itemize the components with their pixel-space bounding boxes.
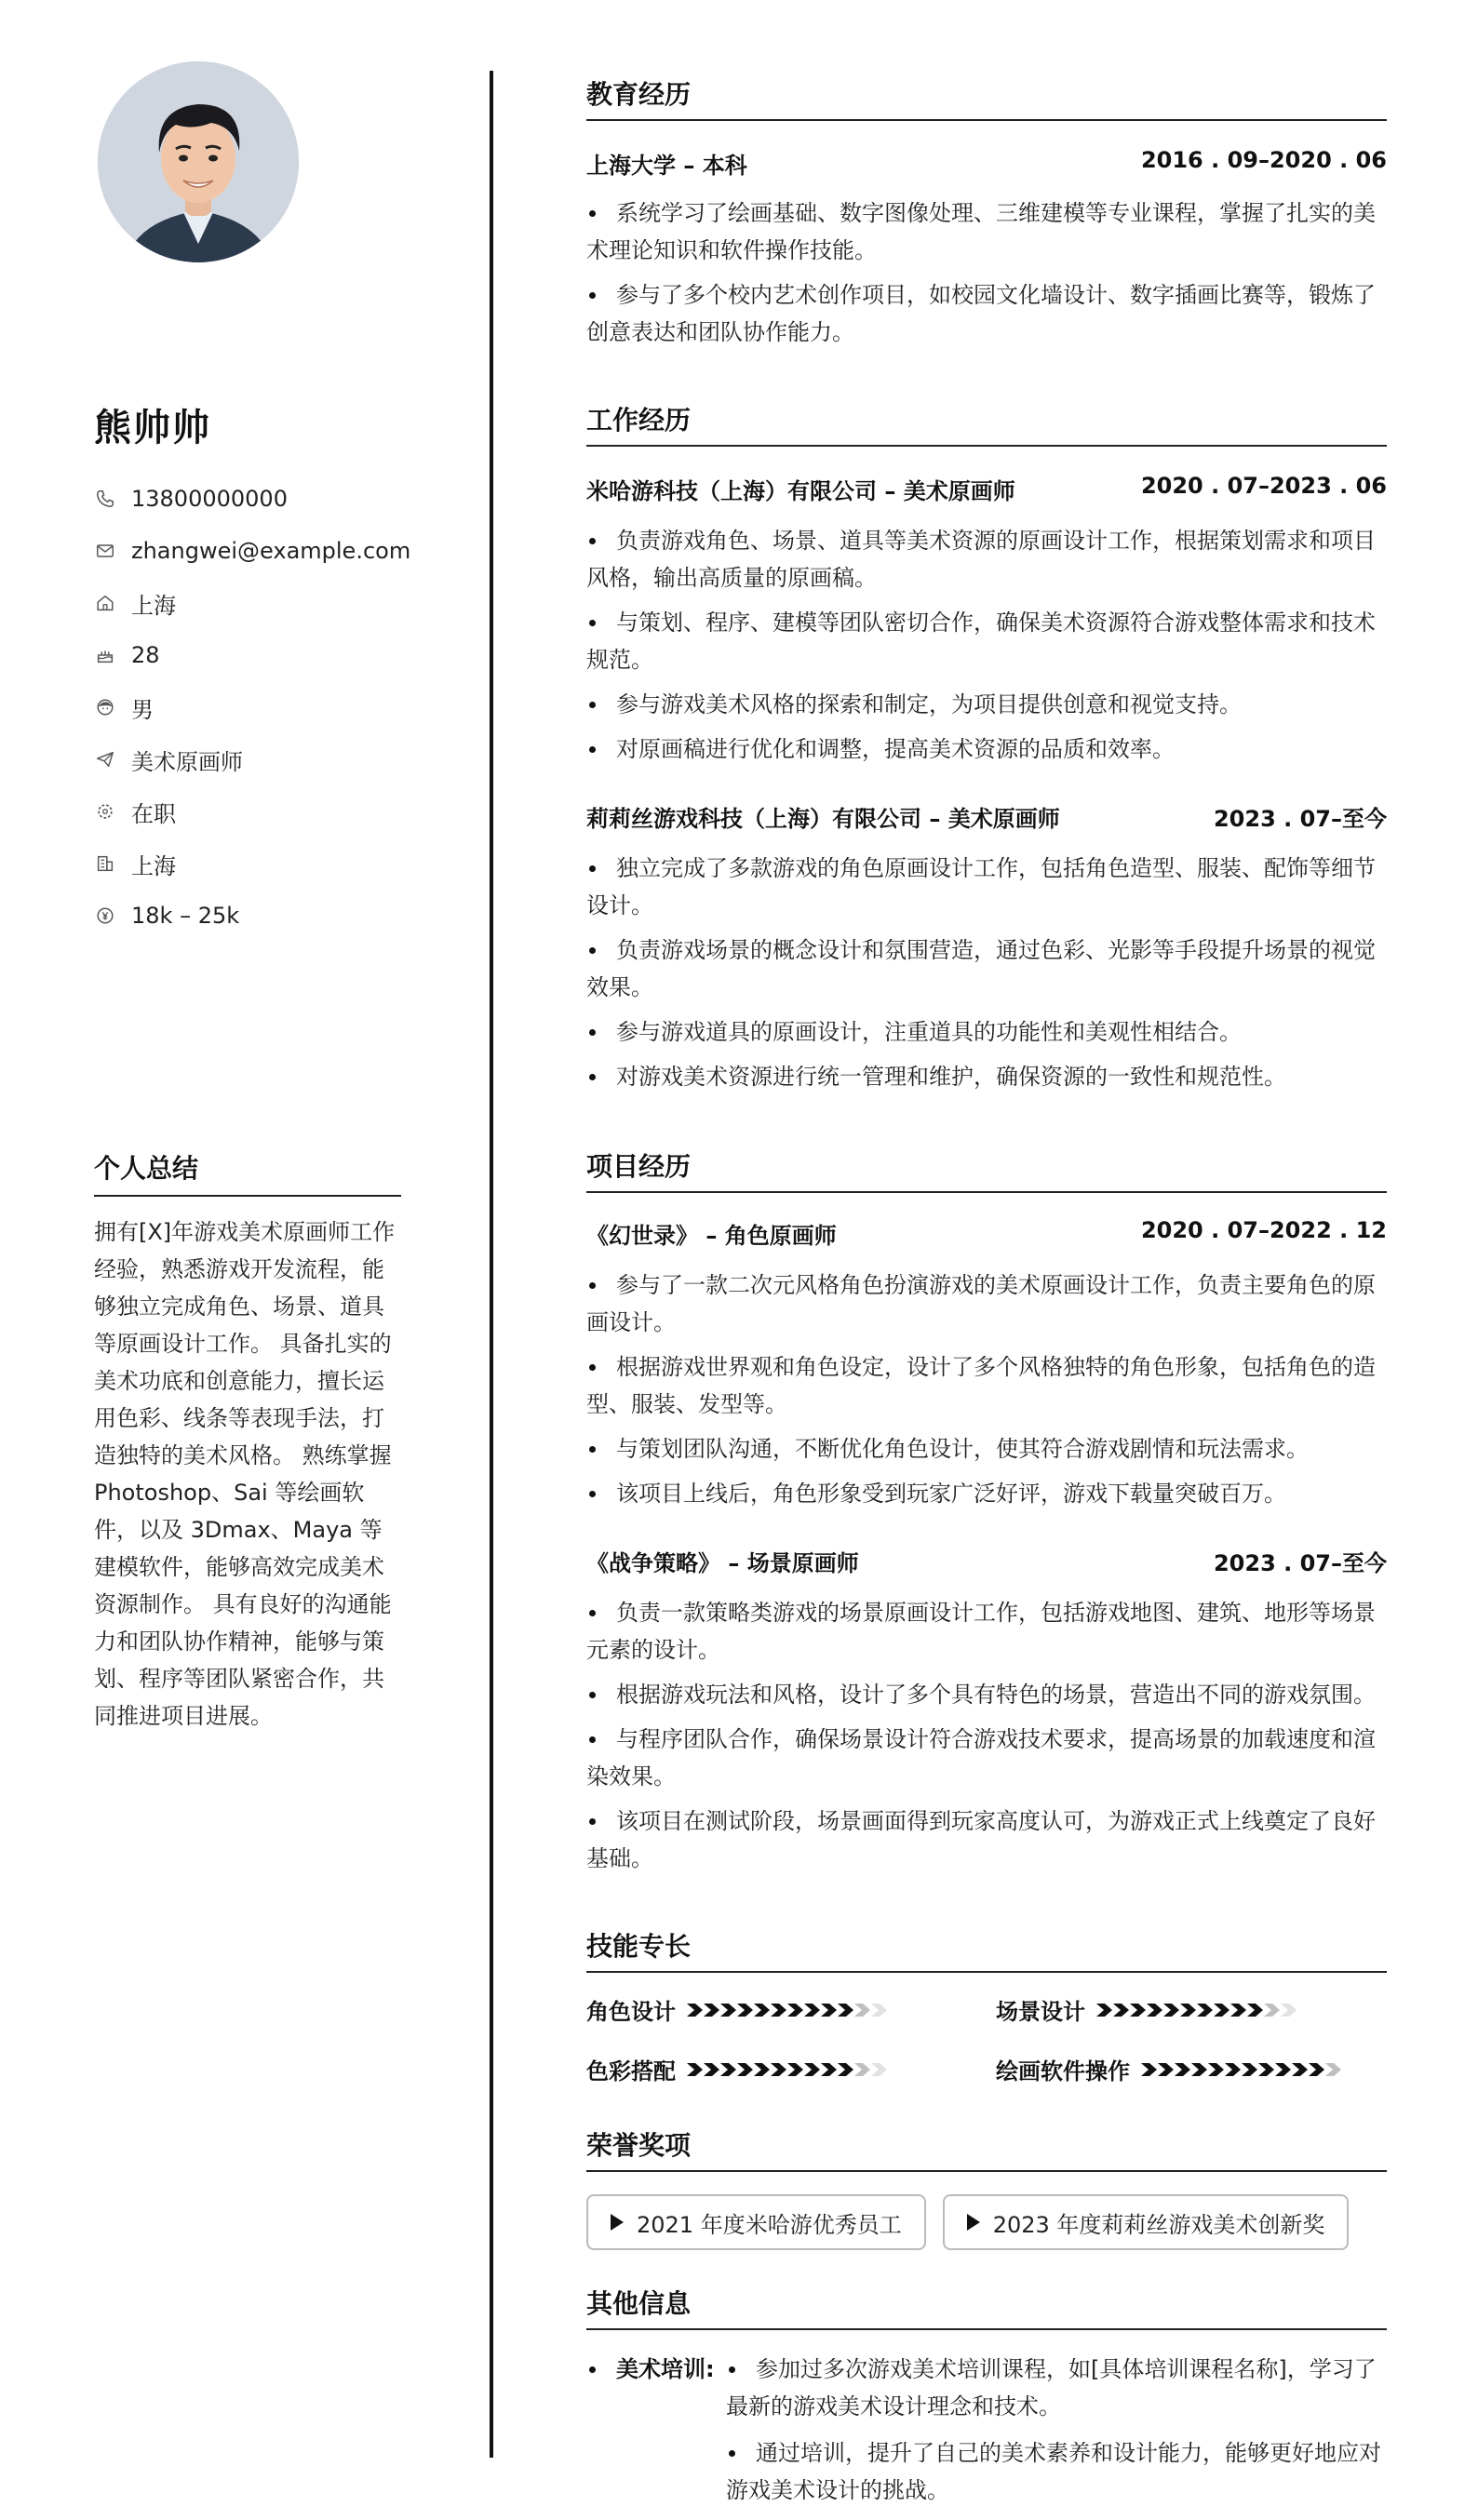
work-org-2: 莉莉丝游戏科技（上海）有限公司 – 美术原画师 (586, 806, 1060, 832)
list-item: 该项目在测试阶段，场景画面得到玩家高度认可，为游戏正式上线奠定了良好基础。 (586, 1803, 1387, 1877)
salary-icon (94, 905, 116, 927)
gender-text: 男 (131, 696, 154, 723)
list-item: 参与了一款二次元风格角色扮演游戏的美术原画设计工作，负责主要角色的原画设计。 (586, 1267, 1387, 1341)
skill-chevron (1163, 2004, 1179, 2017)
info-location (94, 577, 410, 629)
education-org: 上海大学 – 本科 (586, 153, 747, 179)
skill-chevron (1208, 2063, 1224, 2076)
summary-heading: 个人总结 (94, 1148, 401, 1197)
skill-chevron (1309, 2063, 1324, 2076)
skill-level-bar (685, 2058, 899, 2081)
skill-chevron (771, 2004, 786, 2017)
age-text: 28 (131, 642, 160, 668)
info-position (94, 733, 410, 785)
column-divider (490, 71, 493, 2458)
position-text: 美术原画师 (131, 748, 243, 775)
work-date-2: 2023 . 07–至今 (1213, 806, 1387, 832)
project-1-bullets (586, 1267, 1387, 1520)
salary-text: 18k – 25k (131, 903, 240, 929)
work-org-1: 米哈游科技（上海）有限公司 – 美术原画师 (586, 478, 1015, 504)
skill-label: 角色设计 (586, 1999, 676, 2025)
skill-chevron (1175, 2063, 1190, 2076)
location-text: 上海 (131, 592, 176, 619)
skill-chevron (1096, 2004, 1112, 2017)
list-item: 负责游戏场景的概念设计和氛围营造，通过色彩、光影等手段提升场景的视觉效果。 (586, 932, 1387, 1006)
skill-item (586, 1993, 899, 2026)
list-item: 参加过多次游戏美术培训课程，如[具体培训课程名称]，学习了最新的游戏美术设计理念和技术。 (726, 2351, 1387, 2425)
skill-chevron (1225, 2063, 1241, 2076)
project-1-name: 《幻世录》 – 角色原画师 (586, 1223, 837, 1249)
skill-chevron (1180, 2004, 1196, 2017)
education-entry-head (586, 147, 1387, 180)
projects-heading: 项目经历 (586, 1146, 1387, 1193)
skill-chevron (1230, 2004, 1246, 2017)
contact-info-list (94, 473, 410, 942)
skill-chevron (771, 2063, 786, 2076)
work-entry-2-bullets (586, 850, 1387, 1103)
project-1-head (586, 1217, 1387, 1250)
skill-chevron (1275, 2063, 1291, 2076)
list-item: 参与游戏道具的原画设计，注重道具的功能性和美观性相结合。 (586, 1013, 1387, 1051)
skill-chevron (804, 2004, 820, 2017)
awards-list (586, 2194, 1365, 2250)
skills-heading: 技能专长 (586, 1926, 1387, 1973)
building-icon (94, 852, 116, 875)
list-item: 根据游戏玩法和风格，设计了多个具有特色的场景，营造出不同的游戏氛围。 (586, 1676, 1387, 1713)
education-heading: 教育经历 (586, 74, 1387, 121)
list-item: 根据游戏世界观和角色设定，设计了多个风格独特的角色形象，包括角色的造型、服装、发型等。 (586, 1348, 1387, 1423)
skill-item (586, 2053, 899, 2085)
phone-icon (94, 488, 116, 510)
award-label: 2021 年度米哈游优秀员工 (637, 2211, 902, 2238)
skill-chevron (1292, 2063, 1308, 2076)
info-phone (94, 473, 410, 525)
skill-chevron (754, 2063, 770, 2076)
other-key-training: 美术培训: (586, 2351, 715, 2388)
list-item: 与策划团队沟通，不断优化角色设计，使其符合游戏剧情和玩法需求。 (586, 1430, 1387, 1468)
info-salary (94, 890, 410, 942)
list-item: 参与了多个校内艺术创作项目，如校园文化墙设计、数字插画比赛等，锻炼了创意表达和团队协作能力。 (586, 276, 1387, 351)
skill-chevron (804, 2063, 820, 2076)
skill-chevron (854, 2004, 870, 2017)
skill-chevron (1130, 2004, 1146, 2017)
other-training-list (726, 2351, 1387, 2518)
skill-chevron (1258, 2063, 1274, 2076)
info-age (94, 629, 410, 681)
work-date-1: 2020 . 07–2023 . 06 (1140, 473, 1387, 499)
project-2-head (586, 1545, 1387, 1577)
home-icon (94, 592, 116, 614)
skill-chevron (787, 2004, 803, 2017)
skill-chevron (737, 2063, 753, 2076)
phone-number[interactable]: 13800000000 (131, 486, 288, 512)
skill-chevron (687, 2063, 703, 2076)
skill-chevron (1264, 2004, 1280, 2017)
skill-chevron (821, 2004, 837, 2017)
skill-chevron (1147, 2004, 1162, 2017)
skill-label: 色彩搭配 (586, 2058, 676, 2084)
skill-label: 绘画软件操作 (996, 2058, 1130, 2084)
email-address[interactable]: zhangwei@example.com (131, 538, 411, 564)
list-item: 独立完成了多款游戏的角色原画设计工作，包括角色造型、服装、配饰等细节设计。 (586, 850, 1387, 924)
skill-chevron (1214, 2004, 1229, 2017)
skill-chevron (737, 2004, 753, 2017)
candidate-name: 熊帅帅 (94, 407, 211, 449)
skill-level-bar (1095, 1999, 1309, 2021)
skill-chevron (1281, 2004, 1297, 2017)
skill-chevron (1242, 2063, 1257, 2076)
list-item: 系统学习了绘画基础、数字图像处理、三维建模等专业课程，掌握了扎实的美术理论知识和软件操作技能。 (586, 194, 1387, 269)
skill-chevron (704, 2004, 719, 2017)
skill-chevron (871, 2063, 887, 2076)
skill-chevron (1191, 2063, 1207, 2076)
list-item: 对游戏美术资源进行统一管理和维护，确保资源的一致性和规范性。 (586, 1058, 1387, 1095)
skill-level-bar (685, 1999, 899, 2021)
info-status (94, 785, 410, 838)
info-city (94, 838, 410, 890)
skill-chevron (720, 2004, 736, 2017)
education-bullets (586, 194, 1387, 358)
avatar-portrait (98, 61, 299, 262)
list-item: 该项目上线后，角色形象受到玩家广泛好评，游戏下载量突破百万。 (586, 1475, 1387, 1512)
list-item: 负责一款策略类游戏的场景原画设计工作，包括游戏地图、建筑、地形等场景元素的设计。 (586, 1594, 1387, 1669)
avatar (98, 61, 299, 262)
gender-icon (94, 696, 116, 718)
skill-level-bar (1139, 2058, 1353, 2081)
cake-icon (94, 644, 116, 666)
skill-label: 场景设计 (996, 1999, 1085, 2025)
work-entry-1-head (586, 473, 1387, 505)
skill-chevron (1113, 2004, 1129, 2017)
other-heading: 其他信息 (586, 2284, 1387, 2330)
award-badge (586, 2194, 926, 2250)
mail-icon (94, 540, 116, 562)
skill-chevron (821, 2063, 837, 2076)
project-2-date: 2023 . 07–至今 (1213, 1550, 1387, 1576)
status-text: 在职 (131, 800, 176, 827)
sidebar (0, 0, 489, 2520)
list-item: 参与游戏美术风格的探索和制定，为项目提供创意和视觉支持。 (586, 686, 1387, 723)
list-item: 负责游戏角色、场景、道具等美术资源的原画设计工作，根据策划需求和项目风格，输出高质量的原画稿。 (586, 522, 1387, 596)
list-item: 与程序团队合作，确保场景设计符合游戏技术要求，提高场景的加载速度和渲染效果。 (586, 1721, 1387, 1795)
send-icon (94, 748, 116, 771)
list-item: 通过培训，提升了自己的美术素养和设计能力，能够更好地应对游戏美术设计的挑战。 (726, 2434, 1387, 2509)
skill-chevron (854, 2063, 870, 2076)
skill-chevron (1141, 2063, 1157, 2076)
project-2-name: 《战争策略》 – 场景原画师 (586, 1550, 859, 1576)
skill-chevron (1325, 2063, 1341, 2076)
info-gender (94, 681, 410, 733)
summary-text: 拥有[X]年游戏美术原画师工作经验，熟悉游戏开发流程，能够独立完成角色、场景、道具等原画设计工作。 具备扎实的美术功底和创意能力，擅长运用色彩、线条等表现手法，打造独特的美术风格。 熟练掌握 Photoshop、Sai 等绘画软件，以及 3Dmax、Maya 等建模软件，能够高效完成美术资源制作。 具有良好的沟通能力和团队协作精神，能够与策划、程序等团队紧密合作，共同推进项目进展。 (94, 1219, 396, 1729)
skill-chevron (704, 2063, 719, 2076)
info-email (94, 525, 410, 577)
skill-chevron (720, 2063, 736, 2076)
skill-chevron (754, 2004, 770, 2017)
skill-chevron (871, 2004, 887, 2017)
work-entry-2-head (586, 800, 1387, 833)
skill-chevron (1247, 2004, 1263, 2017)
play-icon (611, 2214, 624, 2231)
skill-chevron (1158, 2063, 1174, 2076)
skill-chevron (1197, 2004, 1213, 2017)
award-badge (943, 2194, 1350, 2250)
skill-chevron (838, 2004, 853, 2017)
list-item: 与策划、程序、建模等团队密切合作，确保美术资源符合游戏整体需求和技术规范。 (586, 604, 1387, 678)
city-text: 上海 (131, 852, 176, 879)
work-heading: 工作经历 (586, 400, 1387, 447)
list-item: 对原画稿进行优化和调整，提高美术资源的品质和效率。 (586, 731, 1387, 768)
award-label: 2023 年度莉莉丝游戏美术创新奖 (992, 2211, 1325, 2238)
work-entry-1-bullets (586, 522, 1387, 775)
skill-item (996, 2053, 1353, 2085)
status-icon (94, 800, 116, 823)
skill-item (996, 1993, 1309, 2026)
skill-chevron (838, 2063, 853, 2076)
skill-chevron (787, 2063, 803, 2076)
project-2-bullets (586, 1594, 1387, 1884)
play-icon (967, 2214, 980, 2231)
skill-chevron (687, 2004, 703, 2017)
education-date: 2016 . 09–2020 . 06 (1140, 147, 1387, 173)
project-1-date: 2020 . 07–2022 . 12 (1140, 1217, 1387, 1243)
awards-heading: 荣誉奖项 (586, 2125, 1387, 2172)
